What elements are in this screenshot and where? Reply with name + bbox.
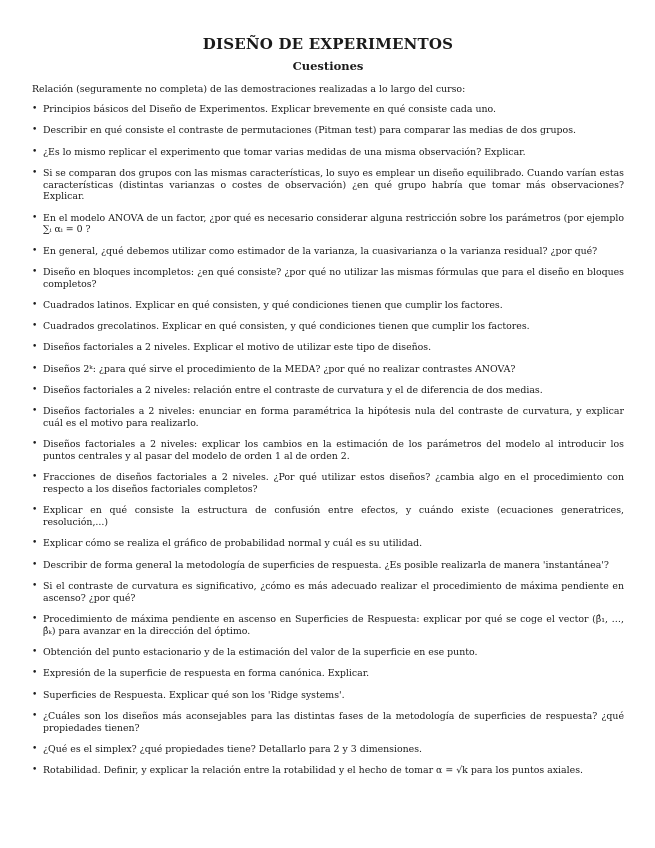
question-text: Describir en qué consiste el contraste de permutaciones (Pitman test) para comparar las medias de dos grupos.: [43, 125, 576, 137]
bullet-icon: •: [32, 472, 38, 483]
question-text: Cuadrados latinos. Explicar en qué consisten, y qué condiciones tienen que cumplir los factores.: [43, 299, 503, 311]
question-item: [32, 300, 624, 312]
question-text: Describir de forma general la metodología de superficies de respuesta. ¿Es posible realizarla de manera 'instantánea'?: [43, 559, 609, 571]
intro-paragraph: Relación (seguramente no completa) de las demostraciones realizadas a lo largo del curso:: [32, 84, 466, 95]
question-text: Procedimiento de máxima pendiente en ascenso en Superficies de Respuesta: explicar por qué se coge el vector (β̂₁, …, β̂ₖ) para avanzar en la dirección del óptimo.: [43, 613, 624, 637]
question-item: [32, 147, 624, 159]
bullet-icon: •: [32, 406, 38, 417]
bullet-icon: •: [32, 538, 38, 549]
question-text: Diseños 2ᵏ: ¿para qué sirve el procedimiento de la MEDA? ¿por qué no realizar contrastes ANOVA?: [43, 363, 516, 375]
bullet-icon: •: [32, 559, 38, 570]
question-text: Explicar en qué consiste la estructura de confusión entre efectos, y cuándo existe (ecuaciones generatrices, resolución,...): [43, 505, 624, 529]
bullet-icon: •: [32, 689, 38, 700]
question-item: [32, 765, 624, 777]
bullet-icon: •: [32, 710, 38, 721]
question-item: [32, 472, 624, 495]
bullet-icon: •: [32, 146, 38, 157]
bullet-icon: •: [32, 212, 38, 223]
question-text: En el modelo ANOVA de un factor, ¿por qué es necesario considerar alguna restricción sobre los parámetros (por ejemplo ∑ᵢ αᵢ = 0 ?: [43, 212, 624, 236]
question-item: [32, 439, 624, 462]
bullet-icon: •: [32, 266, 38, 277]
question-text: Diseños factoriales a 2 niveles: explicar los cambios en la estimación de los parámetros del modelo al introducir los puntos centrales y al pasar del modelo de orden 1 al de orden 2.: [43, 439, 624, 463]
question-item: [32, 581, 624, 604]
question-item: [32, 406, 624, 429]
question-item: [32, 168, 624, 203]
bullet-icon: •: [32, 167, 38, 178]
question-text: Si se comparan dos grupos con las mismas características, lo suyo es emplear un diseño equilibrado. Cuando varían estas características (distintas varianzas o costes de observación) ¿en qué grupo habría que tomar más observaciones? Explicar.: [43, 167, 624, 203]
question-text: Expresión de la superficie de respuesta en forma canónica. Explicar.: [43, 668, 370, 680]
question-item: [32, 364, 624, 376]
bullet-icon: •: [32, 321, 38, 332]
question-item: [32, 385, 624, 397]
question-text: Superficies de Respuesta. Explicar qué son los 'Ridge systems'.: [43, 689, 345, 701]
bullet-icon: •: [32, 580, 38, 591]
question-text: ¿Qué es el simplex? ¿qué propiedades tiene? Detallarlo para 2 y 3 dimensiones.: [43, 743, 423, 755]
question-item: [32, 711, 624, 734]
question-list: [32, 104, 624, 777]
question-text: Explicar cómo se realiza el gráfico de probabilidad normal y cuál es su utilidad.: [43, 538, 423, 550]
bullet-icon: •: [32, 765, 38, 776]
bullet-icon: •: [32, 668, 38, 679]
question-item: [32, 267, 624, 290]
question-item: [32, 342, 624, 354]
bullet-icon: •: [32, 104, 38, 114]
question-item: [32, 104, 624, 116]
question-item: [32, 213, 624, 236]
bullet-icon: •: [32, 342, 38, 353]
question-item: [32, 321, 624, 333]
bullet-icon: •: [32, 125, 38, 136]
question-text: ¿Es lo mismo replicar el experimento que tomar varias medidas de una misma observación? Explicar.: [43, 146, 526, 158]
question-text: Diseños factoriales a 2 niveles. Explicar el motivo de utilizar este tipo de diseños.: [43, 342, 432, 354]
question-text: Diseños factoriales a 2 niveles: enunciar en forma paramétrica la hipótesis nula del contraste de curvatura, y explicar cuál es el motivo para realizarlo.: [43, 406, 624, 430]
question-item: [32, 690, 624, 702]
question-item: [32, 668, 624, 680]
question-text: Fracciones de diseños factoriales a 2 niveles. ¿Por qué utilizar estos diseños? ¿cambia algo en el procedimiento con respecto a los diseños factoriales completos?: [43, 472, 624, 496]
question-item: [32, 560, 624, 572]
bullet-icon: •: [32, 385, 38, 396]
bullet-icon: •: [32, 505, 38, 516]
document-subtitle: Cuestiones: [292, 59, 364, 73]
question-text: Obtención del punto estacionario y de la estimación del valor de la superficie en ese punto.: [43, 646, 478, 658]
bullet-icon: •: [32, 439, 38, 450]
question-item: [32, 246, 624, 258]
question-item: [32, 505, 624, 528]
question-item: [32, 614, 624, 637]
question-text: Cuadrados grecolatinos. Explicar en qué consisten, y qué condiciones tienen que cumplir los factores.: [43, 321, 530, 333]
question-text: Diseños factoriales a 2 niveles: relación entre el contraste de curvatura y el de diferencia de dos medias.: [43, 385, 543, 397]
bullet-icon: •: [32, 613, 38, 624]
question-item: [32, 744, 624, 756]
bullet-icon: •: [32, 299, 38, 310]
question-text: En general, ¿qué debemos utilizar como estimador de la varianza, la cuasivarianza o la varianza residual? ¿por qué?: [43, 245, 598, 257]
question-text: ¿Cuáles son los diseños más aconsejables para las distintas fases de la metodología de superficies de respuesta? ¿qué propiedades tienen?: [43, 710, 624, 734]
bullet-icon: •: [32, 646, 38, 657]
question-item: [32, 647, 624, 659]
bullet-icon: •: [32, 743, 38, 754]
question-text: Principios básicos del Diseño de Experimentos. Explicar brevemente en qué consiste cada uno.: [43, 104, 497, 115]
bullet-icon: •: [32, 363, 38, 374]
question-text: Si el contraste de curvatura es significativo, ¿cómo es más adecuado realizar el procedimiento de máxima pendiente en ascenso? ¿por qué?: [43, 580, 624, 604]
question-text: Diseño en bloques incompletos: ¿en qué consiste? ¿por qué no utilizar las mismas fórmulas que para el diseño en bloques completos?: [43, 266, 624, 290]
question-item: [32, 125, 624, 137]
document-title: DISEÑO DE EXPERIMENTOS: [202, 35, 454, 53]
bullet-icon: •: [32, 245, 38, 256]
question-text: Rotabilidad. Definir, y explicar la relación entre la rotabilidad y el hecho de tomar α = √k para los puntos axiales.: [43, 765, 583, 777]
document-page: [32, 34, 624, 786]
question-item: [32, 538, 624, 550]
